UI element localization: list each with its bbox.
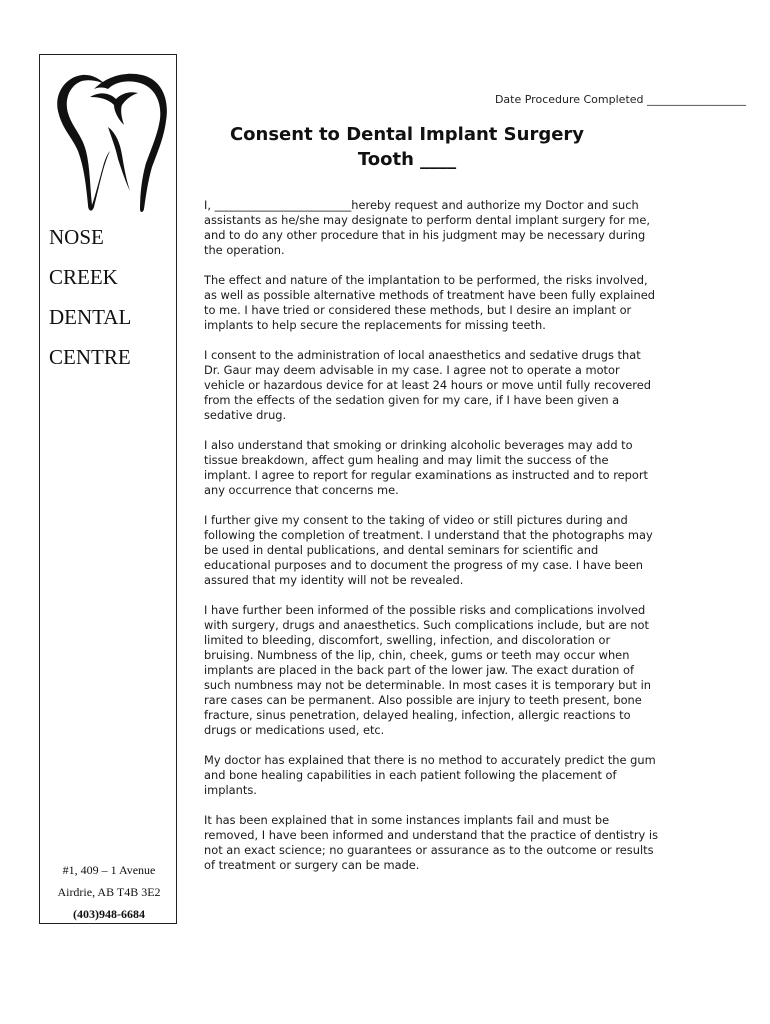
consent-paragraph: It has been explained that in some instances implants fail and must be removed, I have been informed and understand that the practice of dentistry is not an exact science; no guarantees or assurance as to the outcome or results of treatment or surgery can be made. — [204, 812, 659, 872]
address-street: #1, 409 – 1 Avenue — [62, 863, 156, 877]
consent-paragraph: I consent to the administration of local anaesthetics and sedative drugs that Dr. Gaur may deem advisable in my case. I agree not to operate a motor vehicle or hazardous device for at least 24 hours or move until fully recovered from the effects of the sedation given for my care, if I have been given a sedative drug. — [204, 347, 651, 423]
consent-paragraph: I have further been informed of the possible risks and complications involved with surgery, drugs and anaesthetics. Such complications include, but are not limited to bleeding, discomfort, swelling, infection, and discoloration or bruising. Numbness of the lip, chin, cheek, gums or teeth may occur when implants are placed in the back part of the lower jaw. The exact duration of such numbness may not be determinable. In most cases it is temporary but in rare cases can be permanent. Also possible are injury to teeth present, bone fracture, sinus penetration, delayed healing, infection, allergic reactions to drugs or medications used, etc. — [204, 602, 652, 738]
consent-paragraph: My doctor has explained that there is no method to accurately predict the gum and bone healing capabilities in each patient following the placement of implants. — [204, 752, 656, 798]
tooth-logo-icon — [50, 67, 170, 215]
consent-body — [204, 198, 658, 888]
clinic-name-line: CENTRE — [49, 345, 131, 369]
clinic-name-line: DENTAL — [49, 305, 132, 329]
address-city: Airdrie, AB T4B 3E2 — [57, 885, 161, 899]
clinic-name-line: CREEK — [49, 265, 118, 289]
clinic-phone: (403)948-6684 — [73, 907, 145, 921]
tooth-number-line: Tooth ____ — [357, 149, 457, 170]
consent-paragraph: I, ________________________hereby request and authorize my Doctor and such assistants as he/she may designate to perform dental implant surgery for me, and to do any other procedure that in his judgment may be necessary during the operation. — [204, 198, 651, 258]
date-procedure-completed: Date Procedure Completed __________________ — [494, 93, 746, 106]
document-title: Consent to Dental Implant Surgery — [229, 124, 585, 145]
clinic-name — [49, 217, 131, 377]
clinic-name-line: NOSE — [49, 225, 104, 249]
consent-paragraph: I further give my consent to the taking of video or still pictures during and following the completion of treatment. I understand that the photographs may be used in dental publications, and dental seminars for scientific and educational purposes and to document the progress of my case. I have been assured that my identity will not be revealed. — [204, 512, 653, 587]
clinic-sidebar — [39, 54, 177, 924]
consent-paragraph: I also understand that smoking or drinking alcoholic beverages may add to tissue breakdown, affect gum healing and may limit the success of the implant. I agree to report for regular examinations as instructed and to report any occurrence that concerns me. — [204, 437, 648, 497]
consent-paragraph: The effect and nature of the implantation to be performed, the risks involved, as well as possible alternative methods of treatment have been fully explained to me. I have tried or considered these methods, but I desire an implant or implants to help secure the replacements for missing teeth. — [204, 272, 655, 333]
